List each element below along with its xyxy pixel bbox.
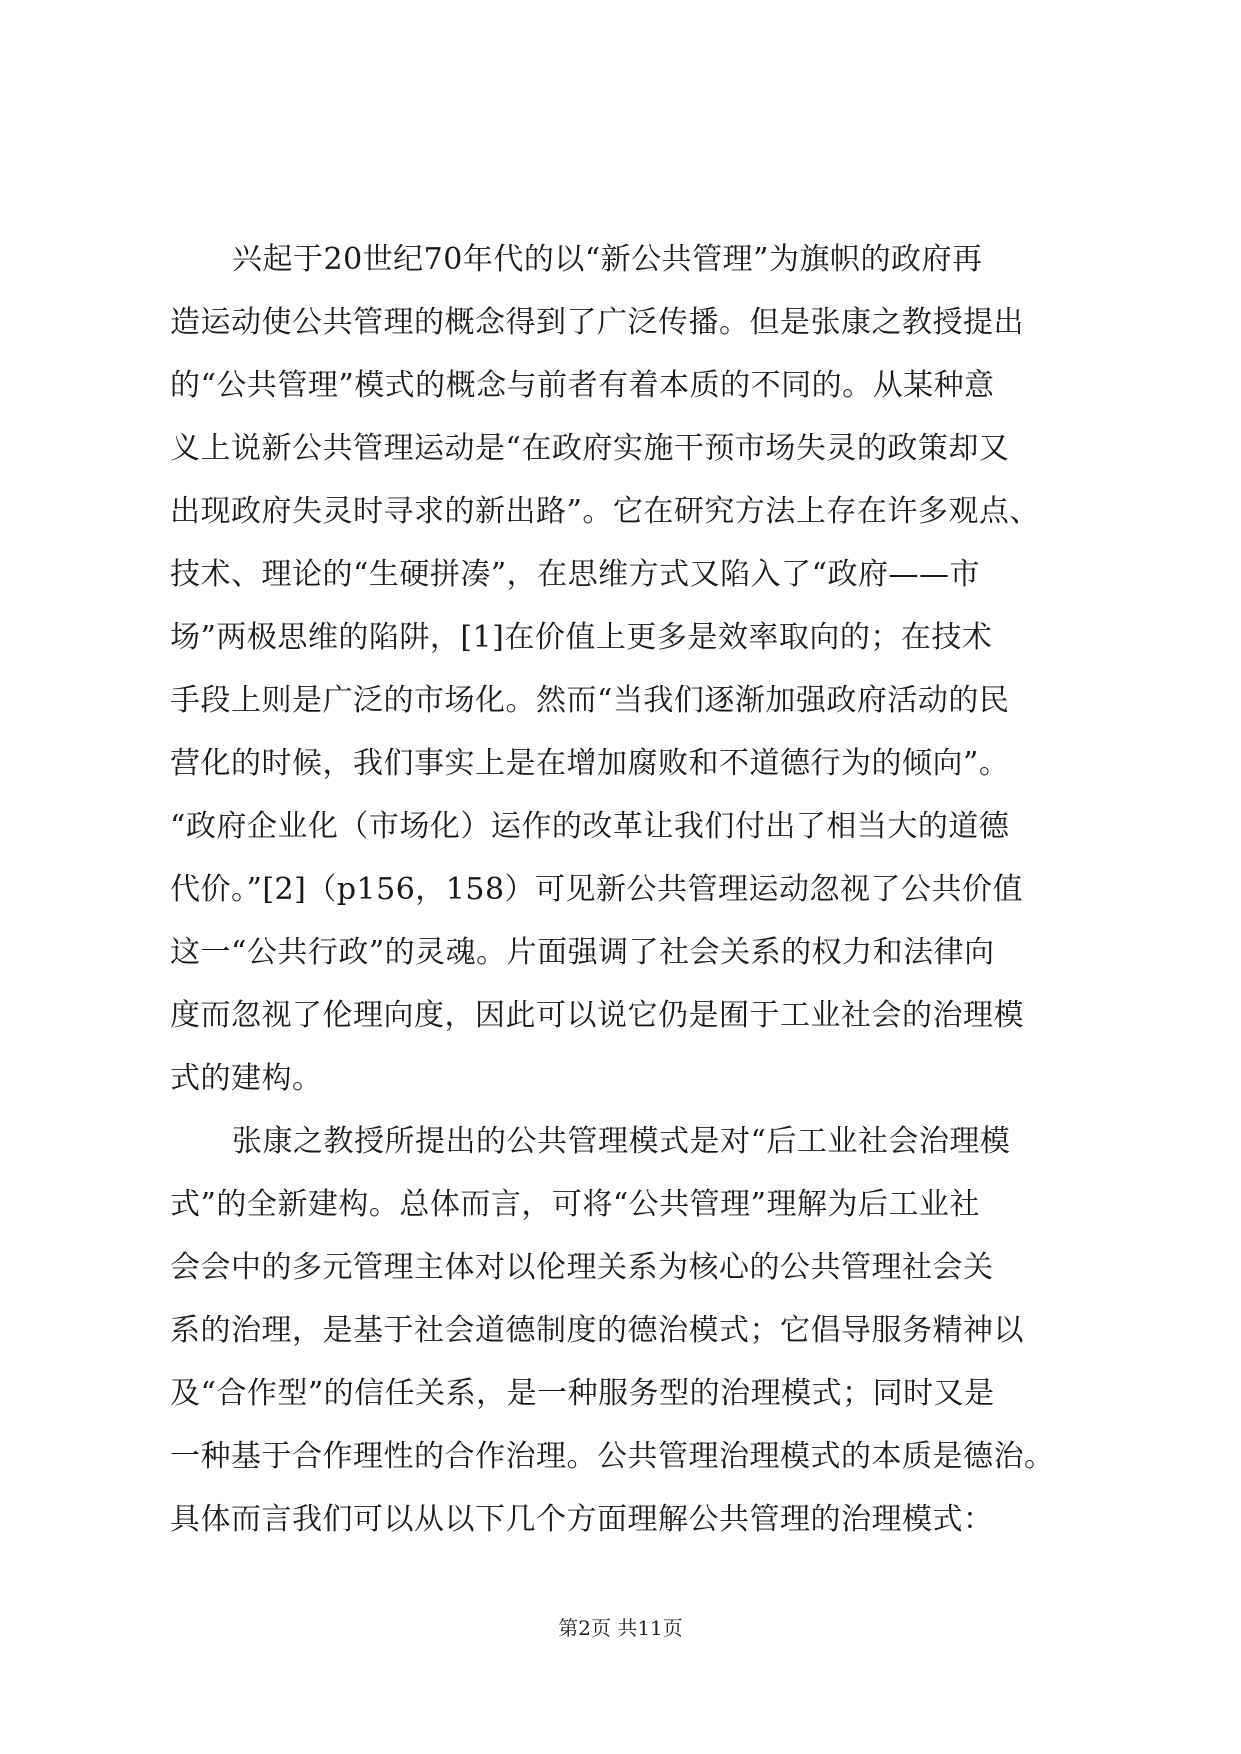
text-line: “政府企业化（市场化）运作的改革让我们付出了相当大的道德 <box>170 809 1010 844</box>
text-line: 式”的全新建构。总体而言，可将“公共管理”理解为后工业社 <box>170 1187 981 1222</box>
text-line: 场”两极思维的陷阱，[1]在价值上更多是效率取向的；在技术 <box>170 620 993 655</box>
text-line: 技术、理论的“生硬拼凑”，在思维方式又陷入了“政府——市 <box>170 557 981 592</box>
text-line: 张康之教授所提出的公共管理模式是对“后工业社会治理模 <box>232 1124 1011 1159</box>
text-line: 手段上则是广泛的市场化。然而“当我们逐渐加强政府活动的民 <box>170 683 1010 718</box>
text-line: 义上说新公共管理运动是“在政府实施干预市场失灵的政策却又 <box>170 431 1010 466</box>
body-text <box>170 228 1090 1551</box>
text-line: 兴起于20世纪70年代的以“新公共管理”为旗帜的政府再 <box>232 242 983 277</box>
text-line: 这一“公共行政”的灵魂。片面强调了社会关系的权力和法律向 <box>170 935 995 970</box>
text-line: 系的治理，是基于社会道德制度的德治模式；它倡导服务精神以 <box>170 1313 1024 1348</box>
paragraph-2 <box>170 1110 1090 1551</box>
text-line: 具体而言我们可以从以下几个方面理解公共管理的治理模式： <box>170 1502 994 1537</box>
text-line: 出现政府失灵时寻求的新出路”。它在研究方法上存在许多观点、 <box>170 494 1040 529</box>
text-line: 度而忽视了伦理向度，因此可以说它仍是囿于工业社会的治理模 <box>170 998 1024 1033</box>
text-line: 造运动使公共管理的概念得到了广泛传播。但是张康之教授提出 <box>170 305 1024 340</box>
text-line: 的“公共管理”模式的概念与前者有着本质的不同的。从某种意 <box>170 368 995 403</box>
paragraph-1 <box>170 228 1090 1110</box>
text-line: 及“合作型”的信任关系，是一种服务型的治理模式；同时又是 <box>170 1376 995 1411</box>
text-line: 一种基于合作理性的合作治理。公共管理治理模式的本质是德治。 <box>170 1439 1055 1474</box>
page-number-label: 第2页 共11页 <box>558 1616 683 1640</box>
text-line: 营化的时候，我们事实上是在增加腐败和不道德行为的倾向”。 <box>170 746 1010 781</box>
text-line: 会会中的多元管理主体对以伦理关系为核心的公共管理社会关 <box>170 1250 994 1285</box>
page-footer <box>0 1612 1241 1641</box>
text-line: 代价。”[2]（p156，158）可见新公共管理运动忽视了公共价值 <box>170 872 1024 907</box>
text-line: 式的建构。 <box>170 1061 323 1096</box>
